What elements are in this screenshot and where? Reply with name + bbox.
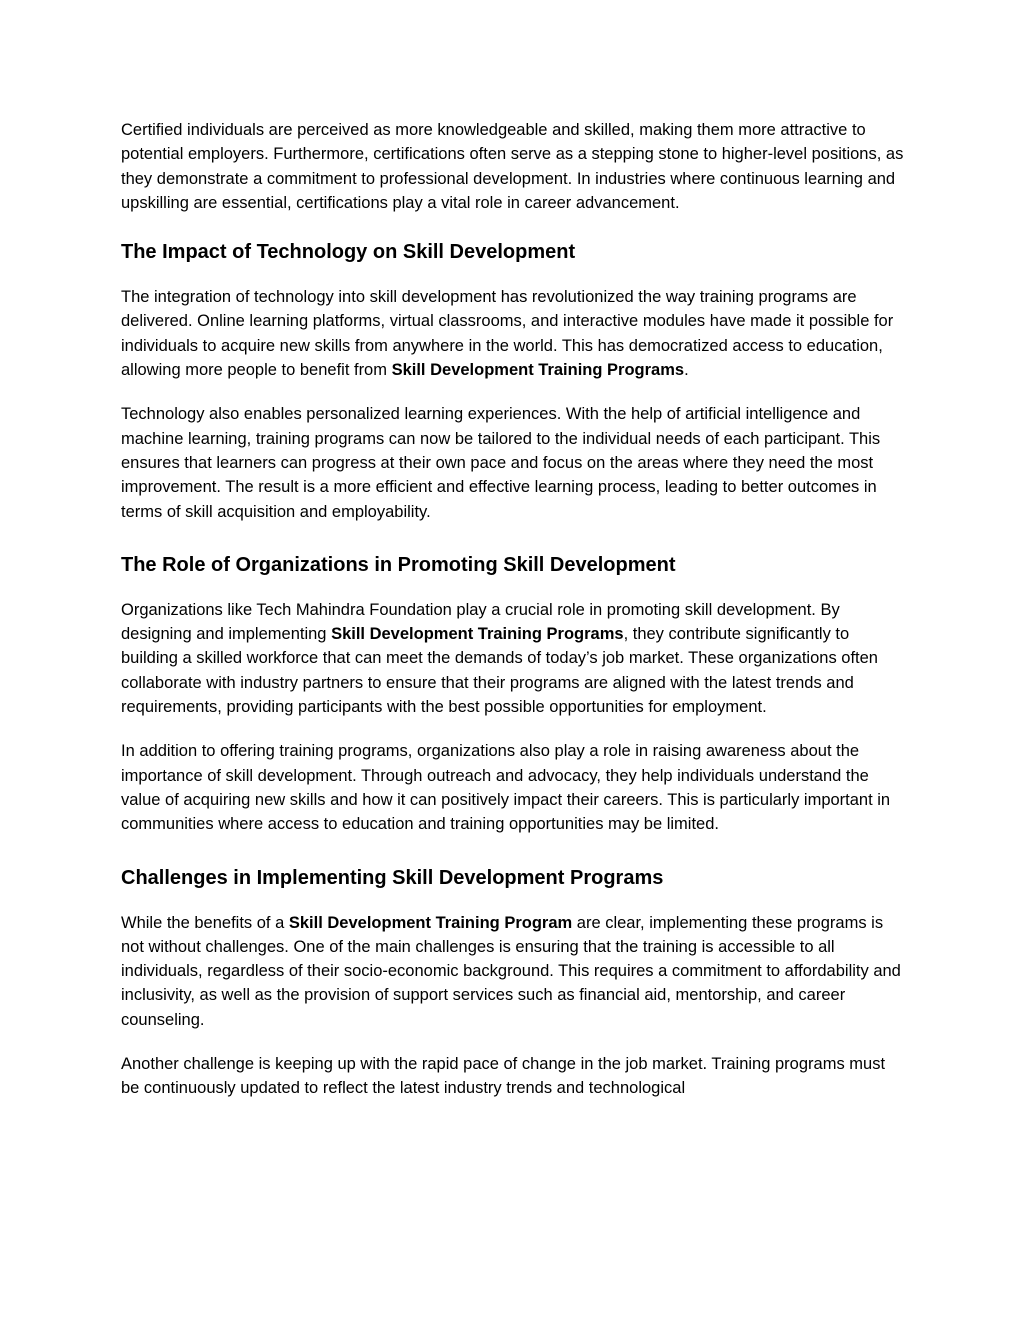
paragraph-text: Organizations like Tech Mahindra Foundation play a crucial role in promoting skill development. By designing and implementing: [121, 600, 840, 644]
bold-phrase: Skill Development Training Program: [288, 913, 573, 932]
paragraph-raising-awareness: [121, 739, 906, 836]
paragraph-text: Certified individuals are perceived as more knowledgeable and skilled, making them more attractive to potential employers. Furthermore, certifications often serve as a stepping stone to higher-level positions, as they demonstrate a commitment to professional development. In industries where continuous learning and upskilling are essential, certifications play a vital role in career advancement.: [121, 121, 904, 212]
document-page: [121, 118, 906, 1121]
heading-technology-impact: The Impact of Technology on Skill Development: [121, 241, 576, 264]
paragraph-text: Technology also enables personalized learning experiences. With the help of artificial intelligence and machine learning, training programs can now be tailored to the individual needs of each participant. This ensures that learners can progress at their own pace and focus on the areas where they need the most improvement. The result is a more efficient and effective learning process, leading to better outcomes in terms of skill acquisition and employability.: [121, 405, 881, 521]
bold-phrase: Skill Development Training Programs: [391, 361, 685, 380]
paragraph-text: The integration of technology into skill development has revolutionized the way training programs are delivered. Online learning platforms, virtual classrooms, and interactive modules have made it possible for individuals to acquire new skills from anywhere in the world. This has democratized access to education, allowing more people to benefit from: [121, 288, 894, 380]
heading-implementation-challenges: Challenges in Implementing Skill Development Programs: [121, 866, 664, 889]
paragraph-technology-integration: [121, 285, 906, 382]
paragraph-certification-benefits: [121, 118, 906, 215]
paragraph-pace-of-change: [121, 1052, 906, 1101]
bold-phrase: Skill Development Training Programs: [331, 625, 624, 644]
paragraph-text: In addition to offering training programs, organizations also play a role in raising awareness about the importance of skill development. Through outreach and advocacy, they help individuals understand the value of acquiring new skills and how it can positively impact their careers. This is particularly important in communities where access to education and training opportunities may be limited.: [121, 742, 891, 834]
paragraph-text: .: [684, 361, 689, 380]
paragraph-text: are clear, implementing these programs is not without challenges. One of the main challenges is ensuring that the training is accessible to all individuals, regardless of their socio-economic background. This requires a commitment to affordability and inclusivity, as well as the provision of support services such as financial aid, mentorship, and career counseling.: [121, 913, 901, 1029]
heading-organizations-role: The Role of Organizations in Promoting Skill Development: [121, 553, 676, 576]
paragraph-personalized-learning: [121, 402, 906, 523]
paragraph-accessibility-challenge: [121, 911, 906, 1032]
paragraph-text: While the benefits of a: [121, 913, 289, 932]
paragraph-organizations-promoting: [121, 598, 906, 719]
paragraph-text: Another challenge is keeping up with the rapid pace of change in the job market. Training programs must be continuously updated to reflect the latest industry trends and technological: [121, 1055, 886, 1098]
paragraph-text: , they contribute significantly to building a skilled workforce that can meet the demands of today’s job market. These organizations often collaborate with industry partners to ensure that their programs are aligned with the latest trends and requirements, providing participants with the best possible opportunities for employment.: [121, 625, 878, 717]
